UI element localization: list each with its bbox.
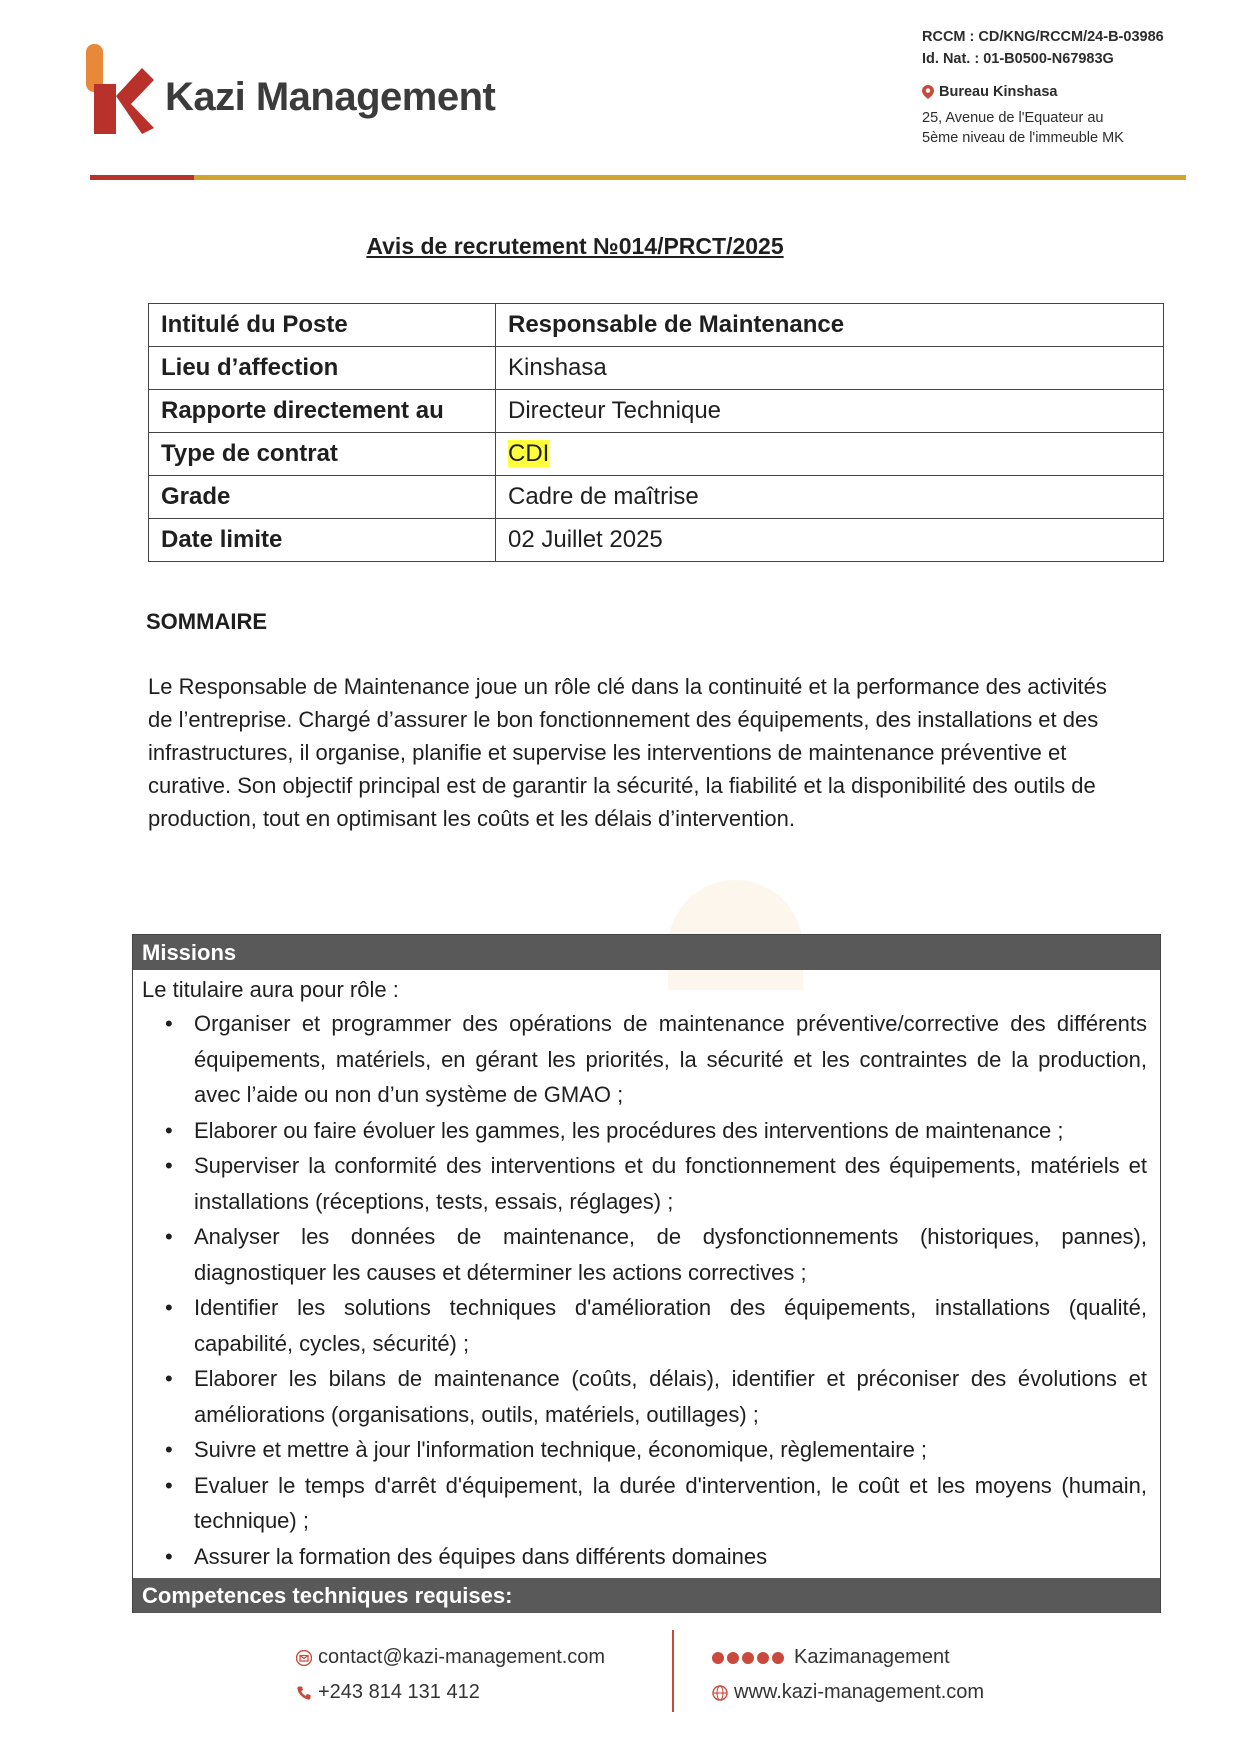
mission-item: • Identifier les solutions techniques d'amélioration des équipements, installations (qualité, capabilité, cycles, sécurité) ; (194, 1290, 1147, 1361)
header-divider-accent (90, 175, 194, 180)
info-value-text: Kinshasa (508, 354, 607, 381)
info-label: Grade (149, 476, 496, 519)
missions-heading: Missions (133, 935, 1160, 970)
info-row (149, 347, 1164, 390)
info-row (149, 519, 1164, 562)
info-row (149, 304, 1164, 347)
info-value (496, 433, 1164, 476)
info-label: Rapporte directement au (149, 390, 496, 433)
mission-item: • Evaluer le temps d'arrêt d'équipement, la durée d'intervention, le coût et les moyens (humain, technique) ; (194, 1468, 1147, 1539)
info-value-text: CDI (508, 440, 550, 467)
info-label: Type de contrat (149, 433, 496, 476)
info-value (496, 347, 1164, 390)
globe-icon (712, 1685, 728, 1701)
office-title: Bureau Kinshasa (939, 84, 1058, 100)
registration-info (922, 26, 1164, 70)
email-icon (296, 1650, 312, 1666)
info-row (149, 476, 1164, 519)
document-title: Avis de recrutement №014/PRCT/2025 (366, 233, 784, 259)
mission-item: • Organiser et programmer des opérations de maintenance préventive/corrective des différents équipements, matériels, en gérant les priorités, la sécurité et les contraintes de la production, avec l’aide ou non d’un système de GMAO ; (194, 1006, 1147, 1113)
kazi-logo (86, 44, 156, 134)
social-icons (712, 1652, 784, 1664)
footer-social-handle: Kazimanagement (794, 1646, 950, 1668)
info-row (149, 433, 1164, 476)
footer-contact (296, 1640, 605, 1710)
job-info-table (148, 303, 1164, 562)
info-value (496, 390, 1164, 433)
info-value-text: Directeur Technique (508, 397, 722, 424)
facebook-icon[interactable] (727, 1652, 739, 1664)
rccm: RCCM : CD/KNG/RCCM/24-B-03986 (922, 29, 1164, 45)
footer-phone[interactable]: +243 814 131 412 (318, 1681, 480, 1703)
mission-item: • Superviser la conformité des interventions et du fonctionnement des équipements, matériels et installations (réceptions, tests, essais, réglages) ; (194, 1148, 1147, 1219)
missions-intro: Le titulaire aura pour rôle : (142, 977, 399, 1002)
sommaire-heading: SOMMAIRE (146, 609, 267, 634)
mission-item: • Analyser les données de maintenance, de dysfonctionnements (historiques, pannes), diagnostiquer les causes et déterminer les actions correctives ; (194, 1219, 1147, 1290)
brand-name: Kazi Management (165, 75, 496, 119)
missions-list (142, 1006, 1147, 1574)
x-icon[interactable] (757, 1652, 769, 1664)
info-value (496, 519, 1164, 562)
id-nat: Id. Nat. : 01-B0500-N67983G (922, 51, 1114, 67)
missions-section (132, 934, 1161, 1613)
info-label: Date limite (149, 519, 496, 562)
info-value-text: Cadre de maîtrise (508, 483, 699, 510)
info-value (496, 304, 1164, 347)
mission-item: • Suivre et mettre à jour l'information technique, économique, règlementaire ; (194, 1432, 1147, 1468)
info-value-text: 02 Juillet 2025 (508, 526, 663, 553)
info-label: Lieu d’affection (149, 347, 496, 390)
header-divider (90, 175, 1186, 180)
office-line-1: 25, Avenue de l'Equateur au (922, 110, 1104, 126)
youtube-icon[interactable] (772, 1652, 784, 1664)
linkedin-icon[interactable] (742, 1652, 754, 1664)
info-row (149, 390, 1164, 433)
competences-heading: Competences techniques requises: (133, 1578, 1160, 1613)
footer-email[interactable]: contact@kazi-management.com (318, 1646, 606, 1668)
location-pin-icon (922, 85, 934, 99)
mission-item: • Assurer la formation des équipes dans différents domaines (194, 1539, 1147, 1575)
info-label: Intitulé du Poste (149, 304, 496, 347)
footer-website[interactable]: www.kazi-management.com (734, 1681, 985, 1703)
footer-divider (672, 1630, 674, 1712)
info-value-text: Responsable de Maintenance (508, 311, 845, 338)
instagram-icon[interactable] (712, 1652, 724, 1664)
phone-icon (296, 1685, 312, 1701)
office-address (922, 82, 1124, 148)
mission-item: • Elaborer les bilans de maintenance (coûts, délais), identifier et préconiser des évolutions et améliorations (organisations, outils, matériels, outillages) ; (194, 1361, 1147, 1432)
footer-social (712, 1640, 984, 1710)
sommaire-text: Le Responsable de Maintenance joue un rôle clé dans la continuité et la performance des activités de l’entreprise. Chargé d’assurer le bon fonctionnement des équipements, des installations et des infrastructures, il organise, planifie et supervise les interventions de maintenance préventive et curative. Son objectif principal est de garantir la sécurité, la fiabilité et la disponibilité des outils de production, tout en optimisant les coûts et les délais d’intervention. (148, 674, 1107, 831)
mission-item: • Elaborer ou faire évoluer les gammes, les procédures des interventions de maintenance ; (194, 1113, 1147, 1149)
office-line-2: 5ème niveau de l'immeuble MK (922, 130, 1124, 146)
info-value (496, 476, 1164, 519)
